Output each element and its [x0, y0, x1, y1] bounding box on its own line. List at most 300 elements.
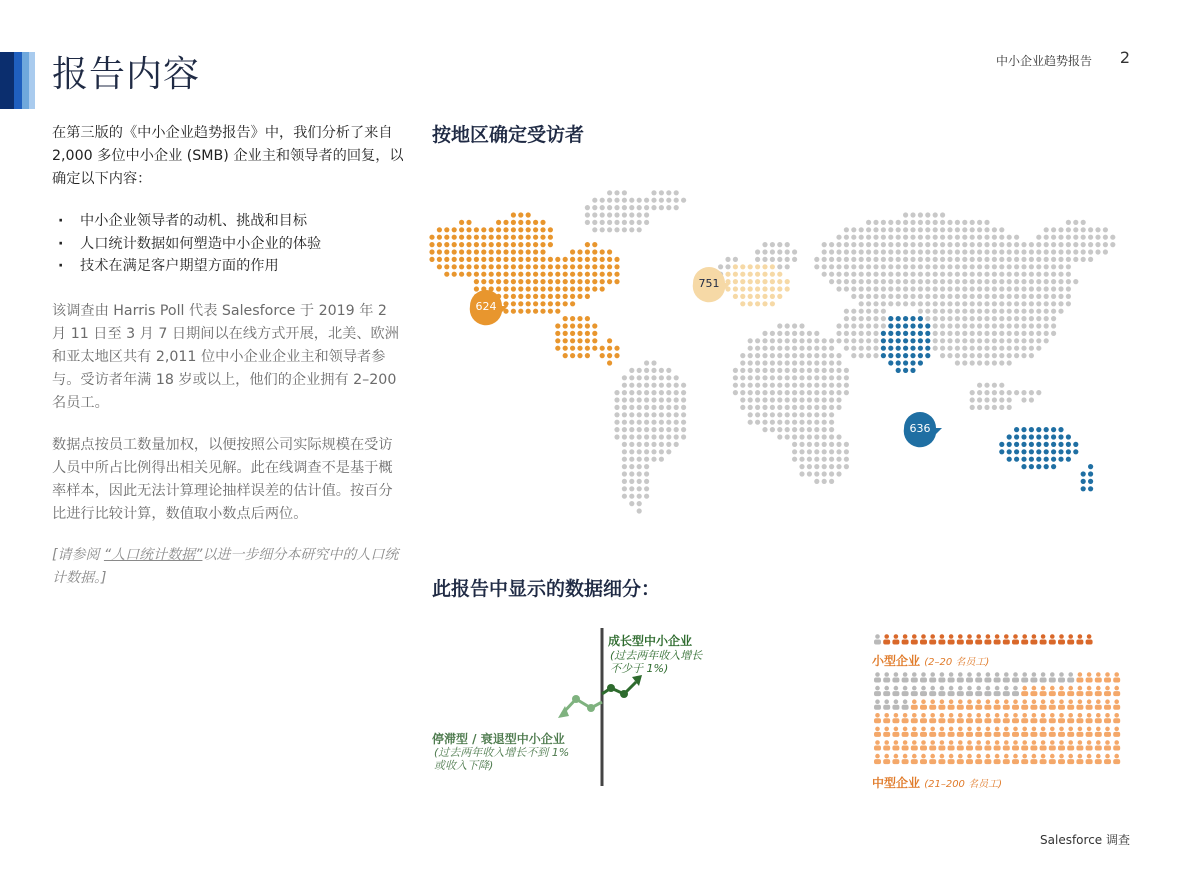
map-dot	[474, 235, 479, 240]
map-dot	[910, 212, 915, 217]
person-icon	[938, 634, 945, 644]
person-icon	[883, 634, 890, 644]
map-dot	[540, 279, 545, 284]
map-dot	[755, 383, 760, 388]
map-dot	[1051, 309, 1056, 314]
map-dot	[799, 471, 804, 476]
map-dot	[518, 249, 523, 254]
map-dot	[1014, 264, 1019, 269]
map-dot	[1058, 235, 1063, 240]
map-dot	[859, 346, 864, 351]
map-dot	[888, 331, 893, 336]
map-dot	[644, 360, 649, 365]
map-dot	[733, 257, 738, 262]
map-dot	[851, 264, 856, 269]
growth-label: 成长型中小企业	[608, 634, 693, 648]
map-dot	[977, 323, 982, 328]
map-dot	[1066, 235, 1071, 240]
map-dot	[799, 331, 804, 336]
map-dot	[614, 264, 619, 269]
map-dot	[903, 242, 908, 247]
map-dot	[947, 227, 952, 232]
map-dot	[666, 442, 671, 447]
page-number: 2	[1119, 48, 1130, 67]
map-dot	[940, 220, 945, 225]
map-dot	[836, 457, 841, 462]
map-dot	[1058, 257, 1063, 262]
map-dot	[799, 346, 804, 351]
map-dot	[1051, 442, 1056, 447]
map-dot	[777, 420, 782, 425]
map-dot	[762, 338, 767, 343]
map-dot	[1081, 479, 1086, 484]
map-dot	[962, 338, 967, 343]
map-dot	[1044, 301, 1049, 306]
map-dot	[873, 294, 878, 299]
map-dot	[1036, 242, 1041, 247]
map-dot	[600, 220, 605, 225]
map-dot	[1029, 449, 1034, 454]
person-icon	[929, 699, 936, 709]
person-icon	[1104, 713, 1111, 723]
map-dot	[999, 235, 1004, 240]
map-dot	[666, 383, 671, 388]
map-dot	[807, 442, 812, 447]
map-dot	[792, 257, 797, 262]
map-dot	[992, 279, 997, 284]
map-dot	[585, 316, 590, 321]
map-dot	[622, 420, 627, 425]
person-icon	[1030, 727, 1037, 737]
map-dot	[903, 279, 908, 284]
map-dot	[844, 464, 849, 469]
map-dot	[1029, 272, 1034, 277]
map-dot	[1036, 272, 1041, 277]
map-dot	[799, 360, 804, 365]
map-dot	[977, 301, 982, 306]
map-dot	[1029, 242, 1034, 247]
person-icon	[957, 686, 964, 696]
map-dot	[814, 449, 819, 454]
map-dot	[799, 375, 804, 380]
map-dot	[807, 420, 812, 425]
map-dot	[1021, 323, 1026, 328]
map-dot	[866, 272, 871, 277]
map-dot	[933, 323, 938, 328]
map-dot	[925, 294, 930, 299]
map-dot	[962, 242, 967, 247]
map-dot	[984, 397, 989, 402]
map-dot	[762, 427, 767, 432]
person-icon	[874, 699, 881, 709]
map-dot	[836, 390, 841, 395]
person-icon	[938, 686, 945, 696]
map-dot	[866, 220, 871, 225]
person-icon	[1058, 686, 1065, 696]
map-dot	[674, 383, 679, 388]
map-dot	[807, 331, 812, 336]
demographics-link[interactable]: “人口统计数据”	[103, 547, 203, 563]
map-dot	[1029, 397, 1034, 402]
map-dot	[748, 294, 753, 299]
map-dot	[585, 346, 590, 351]
map-dot	[881, 286, 886, 291]
map-dot	[459, 242, 464, 247]
map-dot	[629, 471, 634, 476]
person-icon	[1113, 672, 1120, 682]
map-dot	[725, 272, 730, 277]
map-dot	[822, 242, 827, 247]
map-dot	[1021, 294, 1026, 299]
map-dot	[1029, 279, 1034, 284]
person-icon	[929, 754, 936, 764]
map-dot	[896, 368, 901, 373]
map-dot	[792, 397, 797, 402]
map-dot	[592, 212, 597, 217]
map-dot	[518, 301, 523, 306]
map-dot	[777, 331, 782, 336]
map-dot	[829, 434, 834, 439]
map-dot	[592, 242, 597, 247]
map-dot	[918, 286, 923, 291]
map-dot	[955, 316, 960, 321]
map-dot	[999, 242, 1004, 247]
marker-north-america	[470, 290, 508, 325]
map-dot	[999, 397, 1004, 402]
map-dot	[925, 323, 930, 328]
map-dot	[984, 316, 989, 321]
map-dot	[555, 286, 560, 291]
map-dot	[836, 272, 841, 277]
map-dot	[836, 235, 841, 240]
person-icon	[902, 754, 909, 764]
map-dot	[622, 471, 627, 476]
map-dot	[1044, 264, 1049, 269]
map-dot	[888, 227, 893, 232]
map-dot	[888, 220, 893, 225]
map-dot	[799, 442, 804, 447]
map-dot	[733, 264, 738, 269]
map-dot	[955, 294, 960, 299]
map-dot	[540, 286, 545, 291]
map-dot	[511, 301, 516, 306]
map-dot	[1007, 294, 1012, 299]
person-icon	[1113, 713, 1120, 723]
map-dot	[1007, 309, 1012, 314]
map-dot	[903, 286, 908, 291]
map-dot	[681, 420, 686, 425]
map-dot	[918, 316, 923, 321]
map-dot	[1051, 457, 1056, 462]
map-dot	[755, 346, 760, 351]
person-icon	[1049, 634, 1056, 644]
person-icon	[929, 727, 936, 737]
map-dot	[822, 375, 827, 380]
map-title: 按地区确定受访者	[432, 124, 585, 146]
map-dot	[600, 346, 605, 351]
map-dot	[1014, 316, 1019, 321]
map-dot	[814, 360, 819, 365]
map-dot	[925, 309, 930, 314]
map-dot	[681, 198, 686, 203]
map-dot	[947, 257, 952, 262]
map-dot	[570, 286, 575, 291]
map-dot	[881, 353, 886, 358]
person-icon	[1003, 634, 1010, 644]
person-icon	[1104, 727, 1111, 737]
map-dot	[1051, 434, 1056, 439]
map-dot	[881, 346, 886, 351]
map-dot	[540, 235, 545, 240]
map-dot	[1021, 316, 1026, 321]
map-dot	[637, 397, 642, 402]
map-dot	[992, 323, 997, 328]
person-icon	[883, 686, 890, 696]
map-dot	[844, 227, 849, 232]
map-dot	[614, 405, 619, 410]
accent-bars	[0, 52, 40, 109]
map-dot	[533, 301, 538, 306]
map-dot	[955, 235, 960, 240]
map-dot	[992, 346, 997, 351]
map-dot	[999, 338, 1004, 343]
map-dot	[540, 249, 545, 254]
map-dot	[762, 360, 767, 365]
map-dot	[940, 286, 945, 291]
map-dot	[1088, 257, 1093, 262]
map-dot	[644, 375, 649, 380]
map-dot	[829, 457, 834, 462]
map-dot	[762, 331, 767, 336]
map-dot	[984, 235, 989, 240]
map-dot	[592, 323, 597, 328]
map-dot	[925, 331, 930, 336]
map-dot	[918, 331, 923, 336]
map-dot	[888, 353, 893, 358]
map-dot	[474, 242, 479, 247]
map-dot	[637, 479, 642, 484]
map-dot	[792, 390, 797, 395]
map-dot	[1036, 294, 1041, 299]
map-dot	[1007, 397, 1012, 402]
map-dot	[992, 309, 997, 314]
map-dot	[1029, 331, 1034, 336]
map-dot	[659, 390, 664, 395]
map-dot	[1103, 227, 1108, 232]
map-dot	[1058, 242, 1063, 247]
map-dot	[933, 279, 938, 284]
map-dot	[1007, 331, 1012, 336]
map-dot	[873, 331, 878, 336]
map-dot	[533, 242, 538, 247]
map-dot	[970, 279, 975, 284]
map-dot	[770, 286, 775, 291]
map-dot	[548, 286, 553, 291]
map-dot	[526, 301, 531, 306]
map-dot	[1007, 257, 1012, 262]
map-dot	[992, 397, 997, 402]
map-dot	[910, 368, 915, 373]
person-icon	[892, 699, 899, 709]
map-dot	[762, 279, 767, 284]
map-dot	[777, 360, 782, 365]
small-label-sub: (2–20 名员工)	[924, 657, 990, 668]
person-icon	[1086, 754, 1093, 764]
map-dot	[1081, 486, 1086, 491]
person-icon	[929, 713, 936, 723]
map-dot	[910, 220, 915, 225]
map-dot	[785, 346, 790, 351]
map-dot	[1014, 338, 1019, 343]
map-dot	[533, 257, 538, 262]
map-dot	[503, 257, 508, 262]
map-dot	[888, 249, 893, 254]
person-icon	[911, 686, 918, 696]
map-dot	[814, 331, 819, 336]
map-dot	[992, 301, 997, 306]
person-icon	[948, 713, 955, 723]
map-dot	[1029, 286, 1034, 291]
map-dot	[866, 286, 871, 291]
map-dot	[666, 412, 671, 417]
person-icon	[975, 672, 982, 682]
map-dot	[748, 420, 753, 425]
map-dot	[607, 212, 612, 217]
map-dot	[888, 338, 893, 343]
map-dot	[866, 301, 871, 306]
map-dot	[770, 405, 775, 410]
map-dot	[1014, 242, 1019, 247]
map-dot	[511, 264, 516, 269]
map-dot	[511, 227, 516, 232]
map-dot	[873, 264, 878, 269]
map-dot	[970, 346, 975, 351]
map-dot	[1036, 464, 1041, 469]
map-dot	[762, 368, 767, 373]
map-dot	[481, 227, 486, 232]
map-dot	[822, 420, 827, 425]
map-dot	[925, 279, 930, 284]
map-dot	[903, 346, 908, 351]
person-icon	[994, 634, 1001, 644]
small-label-text: 小型企业	[872, 654, 921, 668]
map-dot	[814, 383, 819, 388]
map-dot	[444, 235, 449, 240]
map-dot	[503, 301, 508, 306]
map-dot	[614, 434, 619, 439]
person-icon	[966, 727, 973, 737]
person-icon	[984, 686, 991, 696]
map-dot	[466, 257, 471, 262]
map-dot	[651, 449, 656, 454]
map-dot	[570, 331, 575, 336]
person-icon	[1003, 740, 1010, 750]
map-dot	[681, 434, 686, 439]
person-icon	[920, 740, 927, 750]
map-dot	[1036, 264, 1041, 269]
person-icon	[1030, 699, 1037, 709]
map-dot	[822, 338, 827, 343]
map-dot	[1007, 235, 1012, 240]
map-dot	[955, 309, 960, 314]
map-dot	[459, 257, 464, 262]
map-dot	[1051, 257, 1056, 262]
map-dot	[910, 272, 915, 277]
map-dot	[933, 212, 938, 217]
map-dot	[651, 405, 656, 410]
person-icon	[1067, 686, 1074, 696]
map-dot	[836, 257, 841, 262]
person-icon	[975, 727, 982, 737]
map-dot	[977, 286, 982, 291]
map-dot	[644, 397, 649, 402]
map-dot	[1036, 286, 1041, 291]
map-dot	[999, 249, 1004, 254]
person-icon	[1030, 634, 1037, 644]
map-dot	[896, 316, 901, 321]
map-dot	[563, 286, 568, 291]
map-dot	[903, 301, 908, 306]
map-dot	[1021, 457, 1026, 462]
person-icon	[1012, 634, 1019, 644]
small-business-label	[872, 652, 989, 669]
map-dot	[540, 264, 545, 269]
map-dot	[637, 375, 642, 380]
map-dot	[1021, 397, 1026, 402]
map-dot	[1014, 257, 1019, 262]
map-dot	[637, 205, 642, 210]
person-icon	[883, 754, 890, 764]
map-dot	[799, 427, 804, 432]
map-dot	[748, 390, 753, 395]
map-dot	[873, 309, 878, 314]
map-dot	[651, 360, 656, 365]
map-dot	[947, 338, 952, 343]
person-icon	[1086, 727, 1093, 737]
map-dot	[674, 205, 679, 210]
map-dot	[896, 331, 901, 336]
person-icon	[929, 686, 936, 696]
map-dot	[748, 338, 753, 343]
map-dot	[814, 397, 819, 402]
map-dot	[770, 242, 775, 247]
map-dot	[903, 235, 908, 240]
map-dot	[1058, 427, 1063, 432]
map-dot	[740, 294, 745, 299]
map-dot	[496, 279, 501, 284]
map-dot	[637, 464, 642, 469]
map-dot	[999, 286, 1004, 291]
map-dot	[437, 235, 442, 240]
map-dot	[970, 264, 975, 269]
map-dot	[511, 212, 516, 217]
map-dot	[1036, 331, 1041, 336]
map-dot	[859, 338, 864, 343]
map-dot	[733, 368, 738, 373]
map-dot	[785, 405, 790, 410]
map-dot	[1044, 338, 1049, 343]
map-dot	[740, 279, 745, 284]
map-dot	[674, 420, 679, 425]
person-icon	[1003, 686, 1010, 696]
person-icon	[892, 754, 899, 764]
map-dot	[984, 338, 989, 343]
map-dot	[1021, 301, 1026, 306]
map-dot	[674, 405, 679, 410]
map-dot	[533, 264, 538, 269]
map-dot	[496, 286, 501, 291]
map-dot	[748, 383, 753, 388]
